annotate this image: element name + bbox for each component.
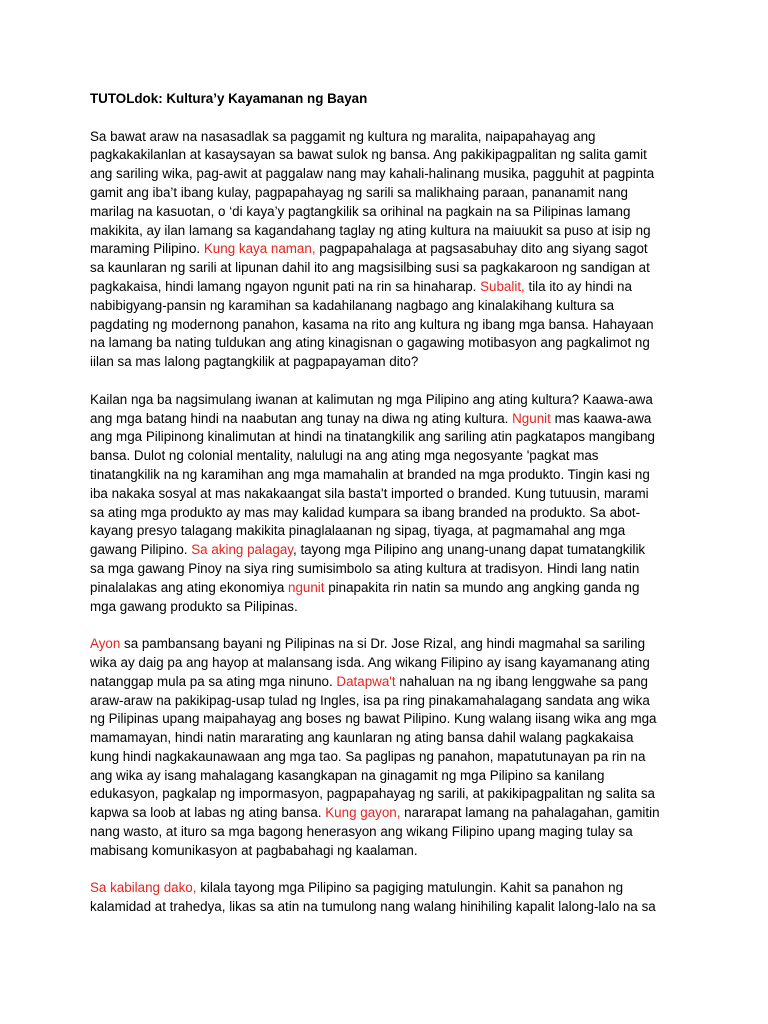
text-line bbox=[90, 579, 690, 598]
text-line bbox=[90, 673, 690, 692]
highlighted-phrase: Ngunit bbox=[512, 410, 551, 426]
text-line bbox=[90, 522, 690, 541]
text-line bbox=[90, 823, 690, 842]
paragraph bbox=[90, 879, 690, 917]
paragraph bbox=[90, 128, 690, 372]
text-line bbox=[90, 710, 690, 729]
highlighted-phrase: Kung kaya naman, bbox=[203, 241, 316, 257]
text-run: pagpapahalaga at pagsasabuhay dito ang siyang sagot bbox=[315, 241, 648, 257]
text-run: pagkakakilanlan at kasaysayan sa bawat sulok ng bansa. Ang pakikipagpalitan ng salita gamit bbox=[90, 147, 647, 163]
text-run: ang sariling wika, pag-awit at paggalaw nang may kahali-halinang musika, pagguhit at pagpinta bbox=[90, 166, 655, 182]
text-run: maraming Pilipino. bbox=[90, 241, 204, 257]
text-run: ang mga batang hindi na naabutan ang tunay na diwa ng ating kultura. bbox=[90, 410, 513, 426]
document-title: TUTOLdok: Kultura’y Kayamanan ng Bayan bbox=[90, 91, 368, 106]
text-run: kalamidad at trahedya, likas sa atin na tumulong nang walang hinihiling kapalit lalong-lalo na sa bbox=[90, 899, 656, 915]
text-run: araw-araw na pakikipag-usap tulad ng Ingles, isa pa ring pinakamahalagang sandata ang wika bbox=[90, 692, 650, 708]
text-line bbox=[90, 353, 690, 372]
text-run: edukasyon, pagkalap ng impormasyon, pagpapahayag ng sarili, at pakikipagpalitan ng salita sa bbox=[90, 786, 656, 802]
text-run: iilan sa mas lalong pagtangkilik at pagpapayaman dito? bbox=[90, 354, 419, 370]
text-run: Sa bawat araw na nasasadlak sa paggamit ng kultura ng maralita, naipapahayag ang bbox=[90, 128, 596, 144]
text-run: pinalalakas ang ating ekonomiya bbox=[90, 579, 289, 595]
text-line bbox=[90, 334, 690, 353]
text-run: ng Pilipinas upang maipahayag ang boses ng bawat Pilipino. Kung walang iisang wika ang mga bbox=[90, 711, 657, 727]
text-line bbox=[90, 428, 690, 447]
highlighted-phrase: Datapwa't bbox=[336, 673, 396, 689]
text-line bbox=[90, 560, 690, 579]
text-run: pinapakita rin natin sa mundo ang angking ganda ng bbox=[324, 579, 640, 595]
text-line bbox=[90, 598, 690, 617]
text-run: wika ay daig pa ang hayop at malansang isda. Ang wikang Filipino ay isang kayamanang ating bbox=[90, 654, 650, 670]
text-run: ang wika ay isang mahalagang kasangkapan na ginagamit ng mga Pilipino sa kanilang bbox=[90, 767, 605, 783]
text-line bbox=[90, 447, 690, 466]
text-run: Kailan nga ba nagsimulang iwanan at kalimutan ng mga Pilipino ang ating kultura? Kaawa-awa bbox=[90, 391, 653, 407]
text-run: gawang Pilipino. bbox=[90, 542, 192, 558]
text-run: ang mga Pilipinong kinalimutan at hindi na tinatangkilik ang sariling atin pagkatapos mangibang bbox=[90, 429, 656, 445]
text-line bbox=[90, 240, 690, 259]
text-run: tila ito ay hindi na bbox=[524, 278, 632, 294]
text-run: kapwa sa loob at labas ng ating bansa. bbox=[90, 805, 326, 821]
text-run: gamit ang iba’t ibang kulay, pagpapahayag ng sarili sa malikhaing paraan, pananamit nang bbox=[90, 184, 628, 200]
text-run: mga gawang produkto sa Pilipinas. bbox=[90, 598, 298, 614]
text-run: nahaluan na ng ibang lenggwahe sa pang bbox=[395, 673, 648, 689]
paragraph bbox=[90, 635, 690, 861]
text-line bbox=[90, 410, 690, 429]
text-line bbox=[90, 842, 690, 861]
text-line bbox=[90, 804, 690, 823]
text-line bbox=[90, 222, 690, 241]
text-line bbox=[90, 767, 690, 786]
text-run: tinatangkilik na ng karamihan ang mga mamahalin at branded na mga produkto. Tingin kasi ng bbox=[90, 466, 650, 482]
document-body bbox=[90, 128, 690, 917]
text-line bbox=[90, 184, 690, 203]
text-run: pagdating ng modernong panahon, kasama na rito ang kultura ng ibang mga bansa. Hahayaan bbox=[90, 316, 654, 332]
text-line bbox=[90, 748, 690, 767]
text-run: mas kaawa-awa bbox=[550, 410, 652, 426]
text-run: natanggap mula pa sa ating mga ninuno. bbox=[90, 673, 337, 689]
text-run: iba nakaka sosyal at mas nakakaangat sila basta't imported o branded. Kung tutuusin, marami bbox=[90, 485, 649, 501]
text-line bbox=[90, 898, 690, 917]
document-page bbox=[90, 90, 690, 936]
text-run: kilala tayong mga Pilipino sa pagiging matulungin. Kahit sa panahon ng bbox=[196, 880, 624, 896]
text-line bbox=[90, 504, 690, 523]
text-run: bansa. Dulot ng colonial mentality, nalulugi na ang ating mga negosyante 'pagkat mas bbox=[90, 448, 599, 464]
text-run: nabibigyang-pansin ng karamihan sa kadahilanang nagbago ang kinalakihang kultura sa bbox=[90, 297, 615, 313]
text-line bbox=[90, 635, 690, 654]
text-line bbox=[90, 692, 690, 711]
highlighted-phrase: Sa kabilang dako, bbox=[90, 880, 197, 896]
highlighted-phrase: ngunit bbox=[288, 579, 325, 595]
highlighted-phrase: Ayon bbox=[90, 636, 121, 652]
highlighted-phrase: Sa aking palagay bbox=[191, 542, 293, 558]
paragraph bbox=[90, 391, 690, 617]
text-line bbox=[90, 485, 690, 504]
text-run: sa kaunlaran ng sarili at lipunan dahil ito ang magsisilbing susi sa pagkakaroon ng sandigan at bbox=[90, 260, 650, 276]
text-run: kayang presyo talagang makikita pinaglalaanan ng sipag, tiyaga, at pagmamahal ang mga bbox=[90, 523, 626, 539]
text-run: sa ating mga produkto ay mas may kalidad kumpara sa ibang branded na produkto. Sa abot- bbox=[90, 504, 641, 520]
text-run: makikita, ay ilan lamang sa kagandahang taglay ng ating kultura na maiuukit sa puso at isip ng bbox=[90, 222, 651, 238]
text-line bbox=[90, 259, 690, 278]
text-run: , tayong mga Pilipino ang unang-unang dapat tumatangkilik bbox=[293, 542, 646, 558]
text-run: sa mga gawang Pinoy na siya ring sumisimbolo sa ating kultura at tradisyon. Hindi lang natin bbox=[90, 560, 640, 576]
text-line bbox=[90, 541, 690, 560]
text-line bbox=[90, 203, 690, 222]
highlighted-phrase: Subalit, bbox=[480, 278, 525, 294]
text-line bbox=[90, 165, 690, 184]
text-run: mabisang komunikasyon at pagbabahagi ng kaalaman. bbox=[90, 842, 418, 858]
text-run: nang wasto, at ituro sa mga bagong henerasyon ang wikang Filipino upang maging tulay sa bbox=[90, 824, 633, 840]
text-line bbox=[90, 466, 690, 485]
text-line bbox=[90, 278, 690, 297]
text-line bbox=[90, 785, 690, 804]
text-run: pagkakaisa, hindi lamang ngayon ngunit pati na rin sa hinaharap. bbox=[90, 278, 481, 294]
text-line bbox=[90, 729, 690, 748]
text-line bbox=[90, 128, 690, 147]
text-run: kung hindi nagkakaunawaan ang mga tao. Sa paglipas ng panahon, mapatutunayan pa rin na bbox=[90, 748, 646, 764]
text-line bbox=[90, 297, 690, 316]
text-line bbox=[90, 391, 690, 410]
text-line bbox=[90, 316, 690, 335]
text-line bbox=[90, 879, 690, 898]
text-run: sa pambansang bayani ng Pilipinas na si Dr. Jose Rizal, ang hindi magmahal sa sariling bbox=[120, 636, 646, 652]
text-run: mamamayan, hindi natin mararating ang kaunlaran ng ating bansa dahil walang pagkakaisa bbox=[90, 730, 634, 746]
highlighted-phrase: Kung gayon, bbox=[325, 805, 401, 821]
text-line bbox=[90, 146, 690, 165]
text-run: nararapat lamang na pahalagahan, gamitin bbox=[400, 805, 660, 821]
text-run: marilag na kasuotan, o ‘di kaya’y pagtangkilik sa orihinal na pagkain na sa Pilipinas lamang bbox=[90, 203, 631, 219]
text-run: na lamang ba nating tuldukan ang ating kinagisnan o gagawing motibasyon ang pagkalimot ng bbox=[90, 335, 650, 351]
text-line bbox=[90, 654, 690, 673]
